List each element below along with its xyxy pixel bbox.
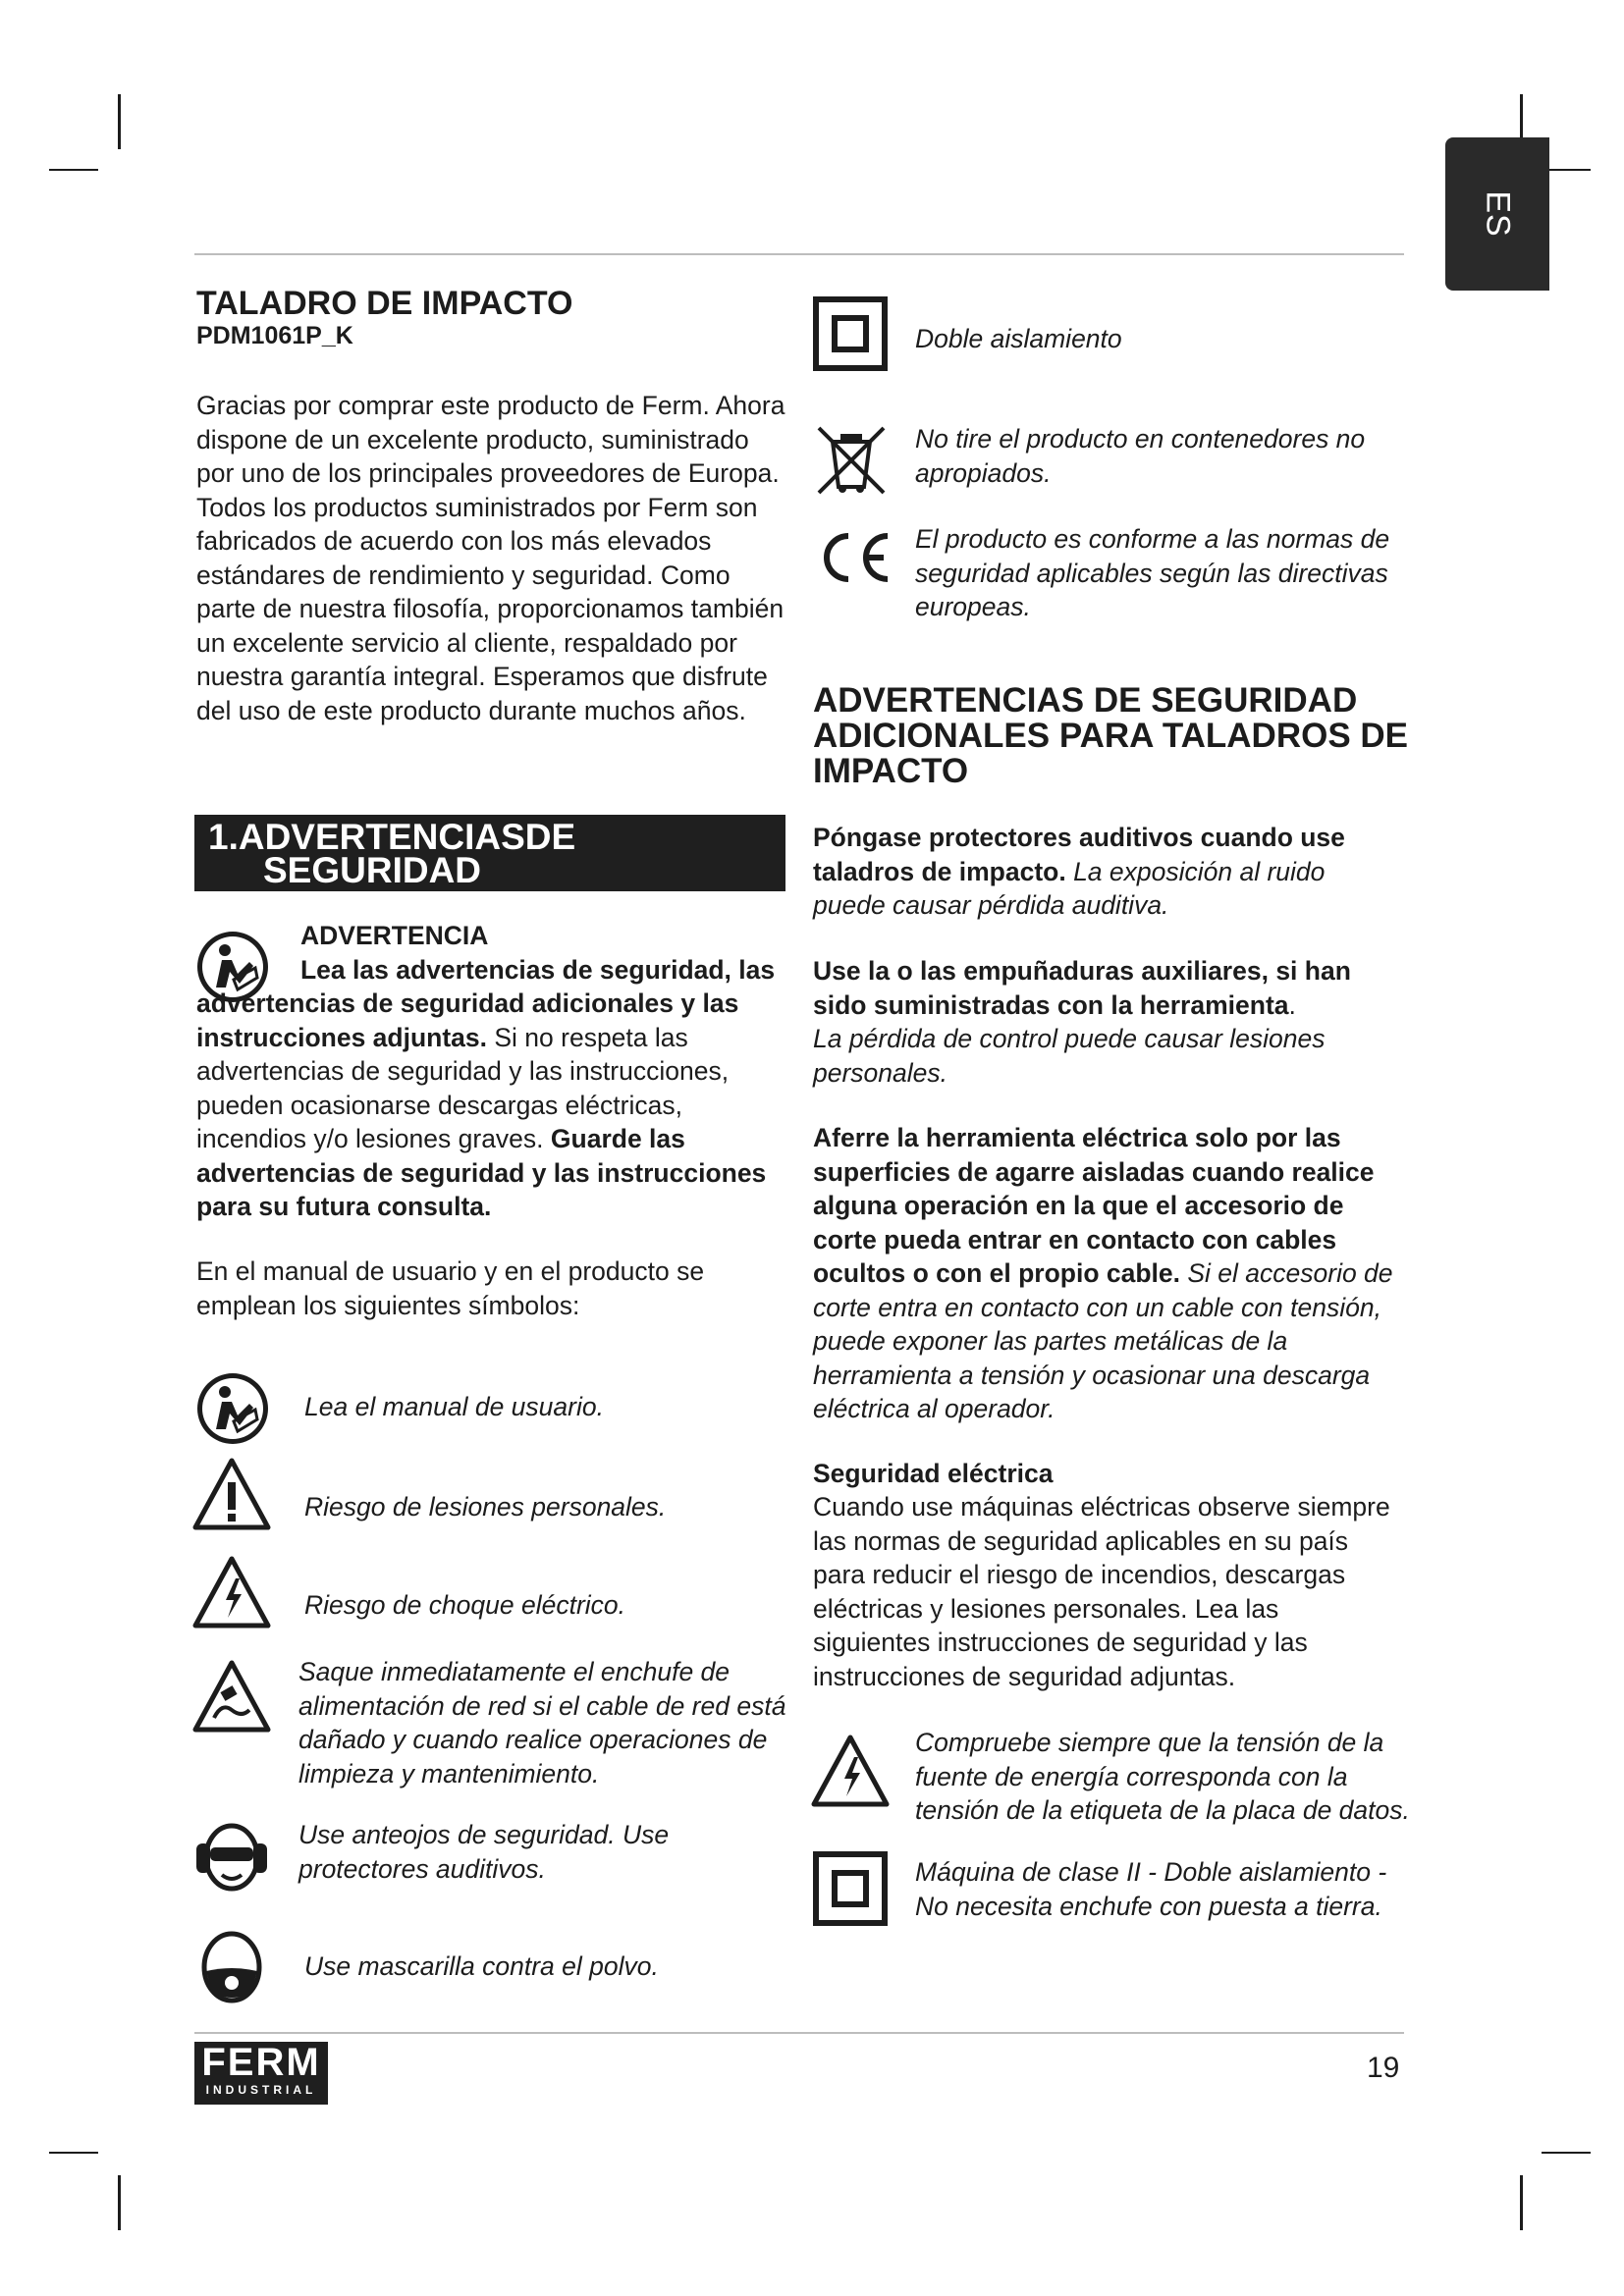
section-heading-line: ADVERTENCIAS DE SEGURIDAD [813,681,1358,720]
symbol-label: Lea el manual de usuario. [304,1392,604,1421]
paragraph-italic: La pérdida de control puede causar lesiones personales. [813,1024,1326,1088]
symbol-label: Doble aislamiento [915,324,1122,353]
language-tab-label: ES [1479,190,1517,238]
footer-rule [194,2032,1404,2034]
symbol-label: Máquina de clase II - Doble aislamiento - No necesita enchufe con puesta a tierra. [915,1857,1387,1921]
symbol-label: Use mascarilla contra el polvo. [304,1951,659,1981]
section-heading-line: IMPACTO [813,752,969,790]
warning-heading: ADVERTENCIA [300,921,489,950]
double-insulation-icon [813,296,888,371]
language-tab [1445,137,1549,291]
goggles-earmuffs-icon [192,1814,271,1895]
crop-mark [1520,2175,1523,2230]
paragraph-italic: La exposición al ruido puede causar pérdida auditiva. [813,856,1326,920]
crop-mark [49,169,98,171]
paragraph-bold: Use la o las empuñaduras auxiliares, si han sido suministradas con la herramienta [813,956,1351,1020]
read-manual-icon [194,1370,271,1447]
paragraph-tail: . [1288,989,1296,1020]
hearing-protection-paragraph [813,821,1402,923]
crop-mark [49,2152,98,2154]
section-banner-line2: SEGURIDAD [263,850,482,890]
symbol-label: Saque inmediatamente el enchufe de alimentación de red si el cable de red está dañado y cuando realice operaciones de limpieza y mantenimiento. [298,1657,786,1789]
symbol-label: El producto es conforme a las normas de seguridad aplicables según las directivas europeas. [915,524,1390,621]
crop-mark [118,2175,121,2230]
weee-bin-icon [813,422,890,499]
warning-triangle-icon [192,1457,271,1531]
symbol-label: Use anteojos de seguridad. Use protectores auditivos. [298,1820,670,1884]
ce-mark-icon [813,530,893,585]
logo-sub: INDUSTRIAL [205,2083,317,2097]
section-banner-line1: 1.ADVERTENCIASDE [208,817,576,857]
warning-text-1: Si no respeta las advertencias de seguridad y las instrucciones, pueden ocasionarse descargas eléctricas, incendios y/o lesiones graves. [196,1022,730,1153]
header-rule [194,253,1404,255]
section-heading [813,683,1422,789]
logo-main: FERM [201,2041,321,2084]
warning-block [196,919,785,1224]
dust-mask-icon [196,1930,267,2006]
paragraph-bold: Aferre la herramienta eléctrica solo por las superficies de agarre aisladas cuando realice alguna operación en la que el accesorio de corte pueda entrar en contacto con cables ocultos o con el propio cable. [813,1123,1375,1288]
warning-text [196,953,785,1224]
paragraph-bold: Póngase protectores auditivos cuando use taladros de impacto. [813,823,1345,886]
page-title: TALADRO DE IMPACTO [196,285,573,322]
insulated-grip-paragraph [813,1121,1404,1426]
electrical-safety-heading: Seguridad eléctrica [813,1459,1054,1488]
electric-shock-icon [192,1555,271,1629]
unplug-icon [192,1659,271,1734]
warning-bold-2: Guarde las advertencias de seguridad y las instrucciones para su futura consulta. [196,1124,767,1221]
symbol-label: Riesgo de lesiones personales. [304,1492,667,1522]
symbols-intro: En el manual de usuario y en el producto se emplean los siguientes símbolos: [196,1256,705,1320]
ferm-logo [194,2042,328,2105]
auxiliary-handle-paragraph [813,954,1402,1090]
warning-bold-1: Lea las advertencias de seguridad, las advertencias de seguridad adicionales y las instrucciones adjuntas. [196,954,776,1052]
model-number: PDM1061P_K [196,322,353,349]
symbol-label: Riesgo de choque eléctrico. [304,1590,626,1620]
page-number: 19 [1367,2052,1400,2084]
crop-mark [1542,2152,1591,2154]
electrical-safety-text: Cuando use máquinas eléctricas observe siempre las normas de seguridad aplicables en su país para reducir el riesgo de incendios, descargas eléctricas y lesiones personales. Lea las siguientes instrucciones de seguridad y las instrucciones de seguridad adjuntas. [813,1492,1390,1691]
electric-shock-icon [811,1734,890,1808]
symbol-label: No tire el producto en contenedores no apropiados. [915,424,1366,488]
section-banner [194,815,785,891]
crop-mark [118,94,121,149]
intro-paragraph: Gracias por comprar este producto de Ferm. Ahora dispone de un excelente producto, suministrado por uno de los principales proveedores de Europa. Todos los productos suministrados por Ferm son fabricados de acuerdo con los más elevados estándares de rendimiento y seguridad. Como parte de nuestra filosofía, proporcionamos también un excelente servicio al cliente, respaldado por nuestra garantía integral. Esperamos que disfrute del uso de este producto durante muchos años. [196,391,785,725]
double-insulation-icon [813,1851,888,1926]
paragraph-italic: Si el accesorio de corte entra en contacto con un cable con tensión, puede exponer las partes metálicas de la herramienta a tensión y ocasionar una descarga eléctrica al operador. [813,1258,1393,1423]
symbol-label: Compruebe siempre que la tensión de la fuente de energía corresponda con la tensión de la etiqueta de la placa de datos. [915,1728,1410,1825]
section-heading-line: ADICIONALES PARA TALADROS DE [813,717,1409,755]
